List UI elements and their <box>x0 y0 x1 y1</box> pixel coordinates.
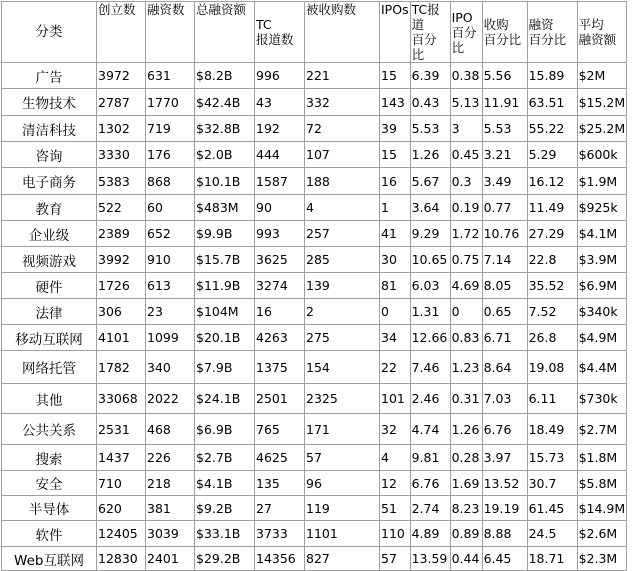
column-header: IPO 百分比 <box>450 2 482 63</box>
table-cell: 631 <box>146 63 195 89</box>
table-cell: $20.1B <box>195 325 255 351</box>
table-cell: 0 <box>380 299 411 325</box>
column-header: 融资数 <box>146 2 195 63</box>
table-cell: 2787 <box>97 89 146 116</box>
table-cell: 3972 <box>97 63 146 89</box>
table-cell: $4.9M <box>577 325 627 351</box>
table-cell: 13.52 <box>482 471 527 496</box>
table-cell: 719 <box>146 116 195 142</box>
table-cell: 9.29 <box>410 221 450 247</box>
category-cell: Web互联网 <box>2 547 97 571</box>
table-cell: 6.71 <box>482 325 527 351</box>
table-cell: 2022 <box>146 384 195 414</box>
table-row <box>2 247 627 273</box>
table-cell: 710 <box>97 471 146 496</box>
table-cell: 3992 <box>97 247 146 273</box>
table-cell: $14.9M <box>577 496 627 521</box>
category-cell: 硬件 <box>2 273 97 299</box>
table-row <box>2 384 627 414</box>
table-cell: 107 <box>305 142 380 168</box>
table-row <box>2 325 627 351</box>
table-cell: 5.13 <box>450 89 482 116</box>
table-cell: 63.51 <box>527 89 577 116</box>
table-cell: $2.7B <box>195 445 255 471</box>
table-row <box>2 521 627 547</box>
table-cell: 1 <box>380 195 411 221</box>
table-cell: 3 <box>450 116 482 142</box>
column-header: 创立数 <box>97 2 146 63</box>
table-cell: 5.53 <box>482 116 527 142</box>
table-cell: 12 <box>380 471 411 496</box>
table-cell: 10.76 <box>482 221 527 247</box>
table-cell: 55.22 <box>527 116 577 142</box>
table-cell: 6.11 <box>527 384 577 414</box>
table-cell: 7.14 <box>482 247 527 273</box>
table-cell: 188 <box>305 168 380 195</box>
table-cell: 1101 <box>305 521 380 547</box>
table-cell: 1.69 <box>450 471 482 496</box>
table-cell: $11.9B <box>195 273 255 299</box>
table-cell: 3.64 <box>410 195 450 221</box>
table-cell: 24.5 <box>527 521 577 547</box>
category-cell: 搜索 <box>2 445 97 471</box>
table-cell: 57 <box>380 547 411 571</box>
table-cell: 16.12 <box>527 168 577 195</box>
table-cell: $5.8M <box>577 471 627 496</box>
table-cell: 4.74 <box>410 414 450 445</box>
table-row <box>2 414 627 445</box>
table-cell: 613 <box>146 273 195 299</box>
table-cell: 5.67 <box>410 168 450 195</box>
table-cell: $2.6M <box>577 521 627 547</box>
table-cell: $7.9B <box>195 351 255 384</box>
table-cell: $33.1B <box>195 521 255 547</box>
table-cell: 143 <box>380 89 411 116</box>
category-cell: 生物技术 <box>2 89 97 116</box>
table-cell: 1.31 <box>410 299 450 325</box>
table-cell: 3.49 <box>482 168 527 195</box>
table-row <box>2 273 627 299</box>
table-cell: 993 <box>255 221 305 247</box>
table-cell: 30.7 <box>527 471 577 496</box>
table-cell: 0.44 <box>450 547 482 571</box>
table-row <box>2 195 627 221</box>
table-cell: 468 <box>146 414 195 445</box>
table-cell: 81 <box>380 273 411 299</box>
table-row <box>2 496 627 521</box>
table-cell: 135 <box>255 471 305 496</box>
table-cell: 5.56 <box>482 63 527 89</box>
table-cell: 90 <box>255 195 305 221</box>
table-cell: 12405 <box>97 521 146 547</box>
table-cell: 910 <box>146 247 195 273</box>
table-cell: 1375 <box>255 351 305 384</box>
table-cell: 0.3 <box>450 168 482 195</box>
table-cell: 226 <box>146 445 195 471</box>
table-cell: 996 <box>255 63 305 89</box>
category-cell: 其他 <box>2 384 97 414</box>
category-cell: 视频游戏 <box>2 247 97 273</box>
category-cell: 教育 <box>2 195 97 221</box>
table-cell: $4.4M <box>577 351 627 384</box>
table-cell: 15 <box>380 63 411 89</box>
table-cell: 218 <box>146 471 195 496</box>
table-cell: 139 <box>305 273 380 299</box>
column-header: 收购 百分比 <box>482 2 527 63</box>
table-cell: $3.9M <box>577 247 627 273</box>
table-cell: $42.4B <box>195 89 255 116</box>
table-cell: 32 <box>380 414 411 445</box>
table-cell: 5.29 <box>527 142 577 168</box>
table-cell: 171 <box>305 414 380 445</box>
category-cell: 清洁科技 <box>2 116 97 142</box>
table-cell: 26.8 <box>527 325 577 351</box>
table-cell: 14356 <box>255 547 305 571</box>
table-cell: 7.46 <box>410 351 450 384</box>
table-cell: 3733 <box>255 521 305 547</box>
table-cell: 6.39 <box>410 63 450 89</box>
table-cell: 0.38 <box>450 63 482 89</box>
table-cell: 1726 <box>97 273 146 299</box>
table-cell: 30 <box>380 247 411 273</box>
table-cell: 27 <box>255 496 305 521</box>
table-row <box>2 142 627 168</box>
table-cell: 96 <box>305 471 380 496</box>
table-cell: 51 <box>380 496 411 521</box>
table-cell: 306 <box>97 299 146 325</box>
table-cell: 57 <box>305 445 380 471</box>
table-cell: 4.69 <box>450 273 482 299</box>
table-cell: 72 <box>305 116 380 142</box>
table-cell: 5.53 <box>410 116 450 142</box>
table-cell: 285 <box>305 247 380 273</box>
table-cell: 3625 <box>255 247 305 273</box>
table-cell: $925k <box>577 195 627 221</box>
table-cell: 33068 <box>97 384 146 414</box>
category-cell: 法律 <box>2 299 97 325</box>
table-cell: 11.91 <box>482 89 527 116</box>
table-cell: 1099 <box>146 325 195 351</box>
category-cell: 广告 <box>2 63 97 89</box>
table-cell: 3.21 <box>482 142 527 168</box>
table-cell: 1770 <box>146 89 195 116</box>
table-cell: 4 <box>305 195 380 221</box>
table-cell: 381 <box>146 496 195 521</box>
table-cell: 101 <box>380 384 411 414</box>
table-cell: 0.31 <box>450 384 482 414</box>
column-header: 融资 百分比 <box>527 2 577 63</box>
category-cell: 半导体 <box>2 496 97 521</box>
table-cell: 340 <box>146 351 195 384</box>
table-cell: $2.3M <box>577 547 627 571</box>
table-cell: 6.45 <box>482 547 527 571</box>
table-cell: 18.71 <box>527 547 577 571</box>
table-cell: 2531 <box>97 414 146 445</box>
table-cell: 23 <box>146 299 195 325</box>
table-cell: $9.9B <box>195 221 255 247</box>
table-cell: 16 <box>380 168 411 195</box>
table-cell: 1437 <box>97 445 146 471</box>
table-cell: $6.9B <box>195 414 255 445</box>
table-cell: 1.23 <box>450 351 482 384</box>
table-cell: 119 <box>305 496 380 521</box>
data-table <box>1 1 627 571</box>
table-row <box>2 299 627 325</box>
table-cell: 12.66 <box>410 325 450 351</box>
category-cell: 软件 <box>2 521 97 547</box>
table-cell: 522 <box>97 195 146 221</box>
table-cell: 868 <box>146 168 195 195</box>
table-cell: $15.2M <box>577 89 627 116</box>
table-cell: $600k <box>577 142 627 168</box>
table-cell: 4101 <box>97 325 146 351</box>
table-cell: 60 <box>146 195 195 221</box>
table-row <box>2 351 627 384</box>
table-cell: 0.19 <box>450 195 482 221</box>
table-cell: $29.2B <box>195 547 255 571</box>
table-cell: 0.75 <box>450 247 482 273</box>
table-cell: 8.23 <box>450 496 482 521</box>
table-cell: 22 <box>380 351 411 384</box>
table-cell: 2389 <box>97 221 146 247</box>
table-cell: 3039 <box>146 521 195 547</box>
table-cell: 6.03 <box>410 273 450 299</box>
table-cell: 257 <box>305 221 380 247</box>
table-cell: 19.19 <box>482 496 527 521</box>
table-cell: 34 <box>380 325 411 351</box>
table-row <box>2 445 627 471</box>
table-cell: 332 <box>305 89 380 116</box>
table-cell: 2.74 <box>410 496 450 521</box>
table-cell: $10.1B <box>195 168 255 195</box>
table-cell: 192 <box>255 116 305 142</box>
table-row <box>2 116 627 142</box>
table-cell: 1782 <box>97 351 146 384</box>
table-cell: 11.49 <box>527 195 577 221</box>
column-header: 分类 <box>2 2 97 63</box>
table-cell: 7.52 <box>527 299 577 325</box>
table-cell: $2M <box>577 63 627 89</box>
category-cell: 咨询 <box>2 142 97 168</box>
category-cell: 公共关系 <box>2 414 97 445</box>
table-cell: 27.29 <box>527 221 577 247</box>
table-cell: 221 <box>305 63 380 89</box>
table-cell: 2.46 <box>410 384 450 414</box>
header-row <box>2 2 627 63</box>
table-cell: 0.77 <box>482 195 527 221</box>
table-cell: 110 <box>380 521 411 547</box>
table-cell: 15 <box>380 142 411 168</box>
table-cell: 1302 <box>97 116 146 142</box>
table-cell: $1.9M <box>577 168 627 195</box>
table-row <box>2 168 627 195</box>
table-cell: 2501 <box>255 384 305 414</box>
table-cell: 7.03 <box>482 384 527 414</box>
table-cell: 154 <box>305 351 380 384</box>
category-cell: 移动互联网 <box>2 325 97 351</box>
table-cell: 8.64 <box>482 351 527 384</box>
table-cell: 1.26 <box>410 142 450 168</box>
table-row <box>2 89 627 116</box>
table-cell: 6.76 <box>410 471 450 496</box>
table-cell: 13.59 <box>410 547 450 571</box>
table-row <box>2 63 627 89</box>
category-cell: 安全 <box>2 471 97 496</box>
table-cell: 3274 <box>255 273 305 299</box>
table-cell: 176 <box>146 142 195 168</box>
table-cell: 2401 <box>146 547 195 571</box>
table-cell: 19.08 <box>527 351 577 384</box>
table-cell: 8.88 <box>482 521 527 547</box>
category-cell: 企业级 <box>2 221 97 247</box>
table-cell: $4.1B <box>195 471 255 496</box>
table-cell: 652 <box>146 221 195 247</box>
table-row <box>2 221 627 247</box>
table-cell: 4.89 <box>410 521 450 547</box>
category-cell: 网络托管 <box>2 351 97 384</box>
table-cell: 9.81 <box>410 445 450 471</box>
column-header: 总融资额 <box>195 2 255 63</box>
table-cell: 15.73 <box>527 445 577 471</box>
table-cell: $730k <box>577 384 627 414</box>
table-cell: 0.28 <box>450 445 482 471</box>
table-cell: $483M <box>195 195 255 221</box>
table-cell: 444 <box>255 142 305 168</box>
table-cell: 0.43 <box>410 89 450 116</box>
table-cell: 0.65 <box>482 299 527 325</box>
table-cell: 10.65 <box>410 247 450 273</box>
column-header: 平均 融资额 <box>577 2 627 63</box>
table-row <box>2 547 627 571</box>
table-cell: 8.05 <box>482 273 527 299</box>
table-cell: $8.2B <box>195 63 255 89</box>
table-cell: 39 <box>380 116 411 142</box>
table-cell: 41 <box>380 221 411 247</box>
table-cell: $25.2M <box>577 116 627 142</box>
table-cell: 4 <box>380 445 411 471</box>
table-cell: 3.97 <box>482 445 527 471</box>
table-cell: 0 <box>450 299 482 325</box>
table-cell: 18.49 <box>527 414 577 445</box>
table-cell: 1587 <box>255 168 305 195</box>
table-cell: $104M <box>195 299 255 325</box>
table-cell: $4.1M <box>577 221 627 247</box>
table-cell: 4625 <box>255 445 305 471</box>
table-cell: 22.8 <box>527 247 577 273</box>
table-cell: $15.7B <box>195 247 255 273</box>
column-header: IPOs <box>380 2 411 63</box>
table-cell: $340k <box>577 299 627 325</box>
table-cell: 6.76 <box>482 414 527 445</box>
table-cell: $6.9M <box>577 273 627 299</box>
table-cell: 1.26 <box>450 414 482 445</box>
table-cell: $2.0B <box>195 142 255 168</box>
table-cell: 2 <box>305 299 380 325</box>
table-cell: 3330 <box>97 142 146 168</box>
table-cell: 765 <box>255 414 305 445</box>
table-cell: $24.1B <box>195 384 255 414</box>
table-cell: 16 <box>255 299 305 325</box>
table-cell: 275 <box>305 325 380 351</box>
table-cell: 620 <box>97 496 146 521</box>
category-cell: 电子商务 <box>2 168 97 195</box>
table-cell: $1.8M <box>577 445 627 471</box>
table-cell: 61.45 <box>527 496 577 521</box>
table-cell: $2.7M <box>577 414 627 445</box>
column-header: 被收购数 <box>305 2 380 63</box>
table-cell: $32.8B <box>195 116 255 142</box>
table-cell: 4263 <box>255 325 305 351</box>
table-cell: 5383 <box>97 168 146 195</box>
table-cell: 15.89 <box>527 63 577 89</box>
table-cell: 0.89 <box>450 521 482 547</box>
table-cell: $9.2B <box>195 496 255 521</box>
table-cell: 0.83 <box>450 325 482 351</box>
table-row <box>2 471 627 496</box>
table-cell: 2325 <box>305 384 380 414</box>
table-cell: 827 <box>305 547 380 571</box>
column-header: TC 报道数 <box>255 2 305 63</box>
table-cell: 43 <box>255 89 305 116</box>
table-cell: 35.52 <box>527 273 577 299</box>
column-header: TC报道 百分比 <box>410 2 450 63</box>
table-cell: 1.72 <box>450 221 482 247</box>
table-cell: 12830 <box>97 547 146 571</box>
table-cell: 0.45 <box>450 142 482 168</box>
